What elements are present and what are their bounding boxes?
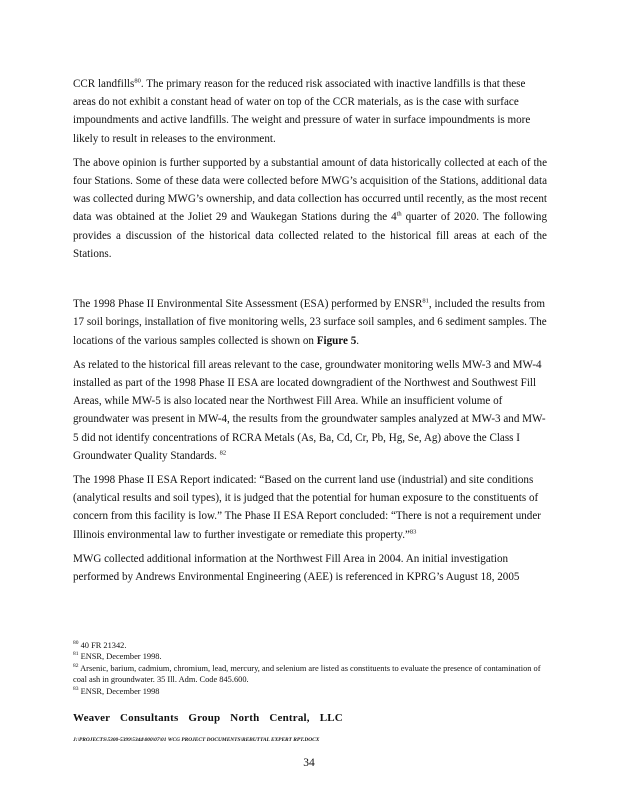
company-name: Weaver Consultants Group North Central, LLC [73,712,343,724]
footnote-number: 81 [73,651,79,658]
page-number: 34 [303,757,315,769]
paragraph-text: The 1998 Phase II Environmental Site Assessment (ESA) performed by ENSR [73,298,423,311]
paragraph-text: MWG collected additional information at the Northwest Fill Area in 2004. An initial investigation performed by Andrews Environmental Engineering (AEE) is referenced in KPRG’s August 18, 2005 [73,552,520,584]
figure-reference[interactable]: Figure 5 [316,334,357,347]
paragraph-text: . [356,334,360,347]
paragraph-lead: CCR landfills [73,78,135,90]
paragraph-text: . The primary reason for the reduced risk associated with inactive landfills is that these areas do not exhibit a constant head of water on top of the CCR materials, as is the case with surface impoundments and active landfills. The weight and pressure of water in surface impoundments is more likely to result in releases to the environment. [73,78,531,145]
paragraph-groundwater-wells [73,356,547,465]
paragraph-text: As related to the historical fill areas relevant to the case, groundwater monitoring wells MW-3 and MW-4 installed as part of the 1998 Phase II ESA are located downgradient of the Northwest and Southwest Fill Areas, while MW-5 is also located near the Northwest Fill Area. While an insufficient volume of groundwater was present in MW-4, the results from the groundwater samples analyzed at MW-3 and MW-5 did not identify concentrations of RCRA Metals (As, Ba, Cd, Cr, Pb, Hg, Se, Ag) above the Class I Groundwater Quality Standards. [73,358,546,462]
paragraph-phase-ii-esa [73,295,547,350]
paragraph-text: quarter of 2020. The following provides a discussion of the historical data collected related to the historical fill areas at each of the Stations. [73,211,547,260]
footnote-number: 82 [73,663,79,670]
footnote-text: ENSR, December 1998 [78,686,160,696]
footnote-ref-81[interactable]: 81 [422,297,429,305]
paragraph-text: The 1998 Phase II ESA Report indicated: “Based on the current land use (industrial) and site conditions (analytical results and soil types), it is judged that the potential for human exposure to the constituents of concern from this facility is low.” The Phase II ESA Report concluded: “There is not a requirement under Illinois environmental law to further investigate or remediate this property.” [73,474,541,541]
footnote-ref-82[interactable]: 82 [219,449,227,457]
paragraph-text: The above opinion is further supported by a substantial amount of data historically collected at each of the four Stations. Some of these data were collected before MWG’s acquisition of the Stations, additional data was collected during MWG’s ownership, and data collection has occurred until recently, as the most recent data was obtained at the Joliet 29 and Waukegan Stations during the 4 [73,156,547,224]
footnote-text: ENSR, December 1998. [78,652,162,662]
footnote-text: 40 FR 21342. [78,641,127,650]
paragraph-text: , included the results from 17 soil borings, installation of five monitoring wells, 23 surface soil samples, and 6 sediment samples. The locations of the various samples collected is shown on [73,298,547,347]
footnote-number: 83 [73,685,79,692]
paragraph-northwest-fill [73,550,547,586]
body-text [73,75,547,592]
ordinal-suffix: th [396,210,402,218]
footnote-80 [73,640,547,651]
footnote-83 [73,686,547,697]
paragraph-esa-report [73,471,547,544]
footnote-ref-80[interactable]: 80 [134,77,141,85]
section-heading [73,269,547,287]
footnote-number: 80 [73,640,79,647]
footnotes [73,640,547,697]
paragraph-inactive-landfills [73,75,547,148]
footnote-82 [73,663,547,686]
footnote-ref-83[interactable]: 83 [409,527,417,535]
paragraph-historical-data [73,154,547,263]
file-path: J:\PROJECTS\5300-5399\5344\000\07\01 WCG PROJECT DOCUMENTS\REBUTTAL EXPERT RPT.DOCX [73,737,320,743]
footnote-text: Arsenic, barium, cadmium, chromium, lead, mercury, and selenium are listed as constituents to evaluate the presence of contamination of coal ash in groundwater. 35 Ill. Adm. Code 845.600. [73,663,541,685]
footnote-81 [73,651,547,662]
